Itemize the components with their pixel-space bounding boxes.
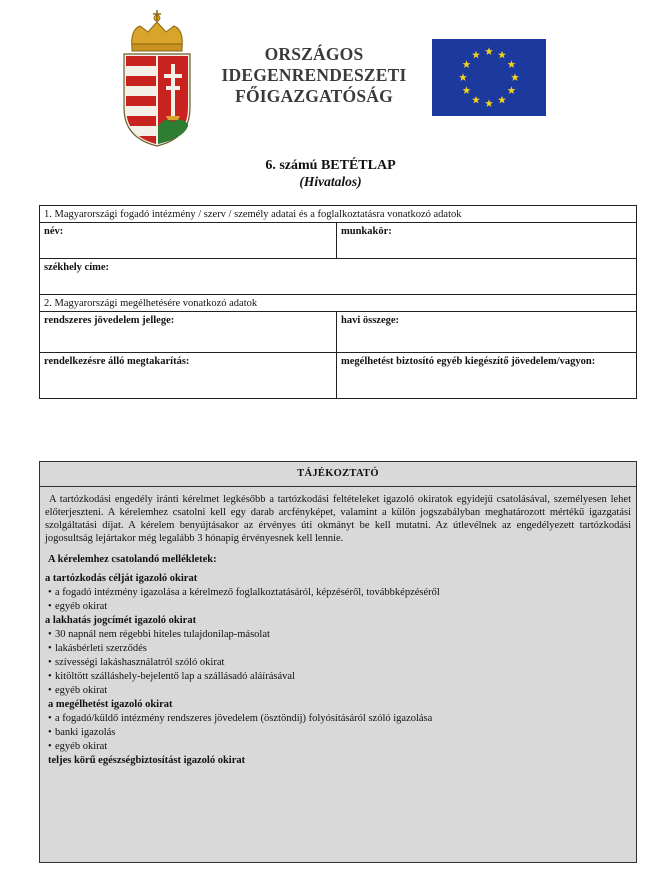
group-title: a lakhatás jogcímét igazoló okirat — [45, 615, 197, 626]
income-type-label: rendszeres jövedelem jellege: — [44, 315, 175, 326]
name-field[interactable] — [40, 223, 337, 258]
group-title: teljes körű egészségbiztosítást igazoló okirat — [48, 755, 246, 766]
hq-address-field[interactable] — [40, 259, 636, 294]
other-income-field[interactable] — [337, 353, 636, 398]
information-box — [39, 461, 637, 863]
section-1-title: 1. Magyarországi fogadó intézmény / szerv / személy adatai és a foglalkoztatásra vonatkozó adatok — [44, 209, 462, 220]
information-intro: A tartózkodási engedély iránti kérelmet legkésőbb a tartózkodási feltételeket igazoló okiratok egyidejű csatolásával, személyesen lehet előterjeszteni. A kérelemhez csatolni kell egy darab arcfényképet, valamint a külön jogszabályban meghatározott mértékű igazgatási szolgáltatási díjat. A kérelem benyújtásakor az érvényes úti okmányt be kell mutatni. Az útlevélnek az engedélyezett tartózkodási jogosultság lejártakor még legalább 3 hónapig érvényesnek kell lennie. — [45, 494, 631, 544]
section-1-header-row — [40, 206, 636, 222]
list-item: • egyéb okirat — [48, 601, 108, 612]
org-name-line-3: FŐIGAZGATÓSÁG — [235, 86, 393, 106]
list-item: • egyéb okirat — [48, 685, 108, 696]
list-item: • kitöltött szálláshely-bejelentő lap a szállásadó aláírásával — [48, 671, 295, 682]
list-item: • banki igazolás — [48, 727, 116, 738]
section-2-title: 2. Magyarországi megélhetésére vonatkozó adatok — [44, 298, 258, 309]
attachments-heading: A kérelemhez csatolandó mellékletek: — [48, 554, 217, 565]
attachment-list — [45, 712, 631, 753]
savings-row — [40, 352, 636, 398]
monthly-amount-label: havi összege: — [341, 315, 400, 326]
monthly-amount-field[interactable] — [337, 312, 636, 352]
org-name-line-1: ORSZÁGOS — [264, 44, 364, 64]
list-item: • szívességi lakáshasználatról szóló okirat — [48, 657, 225, 668]
name-job-row — [40, 222, 636, 258]
attachment-list — [45, 628, 631, 697]
list-item: • 30 napnál nem régebbi hiteles tulajdonilap-másolat — [48, 629, 270, 640]
job-field[interactable] — [337, 223, 636, 258]
job-label: munkakör: — [341, 226, 392, 237]
organization-name — [214, 44, 414, 107]
other-income-label: megélhetést biztosító egyéb kiegészítő jövedelem/vagyon: — [341, 356, 596, 367]
org-name-line-2: IDEGENRENDESZETI — [221, 65, 407, 85]
group-title: a megélhetést igazoló okirat — [48, 699, 173, 710]
document-title: 6. számú BETÉTLAP — [265, 158, 396, 173]
information-body — [40, 487, 636, 767]
income-type-field[interactable] — [40, 312, 337, 352]
list-item: • lakásbérleti szerződés — [48, 643, 147, 654]
list-item: • a fogadó intézmény igazolása a kérelmező foglalkoztatásáról, képzéséről, továbbképzéséről — [48, 587, 440, 598]
list-item: • egyéb okirat — [48, 741, 108, 752]
name-label: név: — [44, 226, 64, 237]
group-title: a tartózkodás célját igazoló okirat — [45, 573, 198, 584]
hq-address-label: székhely címe: — [44, 262, 110, 273]
savings-label: rendelkezésre álló megtakarítás: — [44, 356, 190, 367]
letterhead — [0, 0, 661, 150]
savings-field[interactable] — [40, 353, 337, 398]
attachment-list — [45, 586, 631, 613]
section-2-header-row — [40, 294, 636, 311]
eu-flag-icon — [432, 39, 546, 116]
hungarian-coat-of-arms-icon — [118, 8, 196, 148]
hq-row — [40, 258, 636, 294]
document-subtitle: (Hivatalos) — [299, 174, 362, 189]
list-item: • a fogadó/küldő intézmény rendszeres jövedelem (ösztöndíj) folyósításáról szóló igazolása — [48, 713, 433, 724]
information-title: TÁJÉKOZTATÓ — [40, 462, 636, 487]
income-row — [40, 311, 636, 352]
data-form — [39, 205, 637, 399]
